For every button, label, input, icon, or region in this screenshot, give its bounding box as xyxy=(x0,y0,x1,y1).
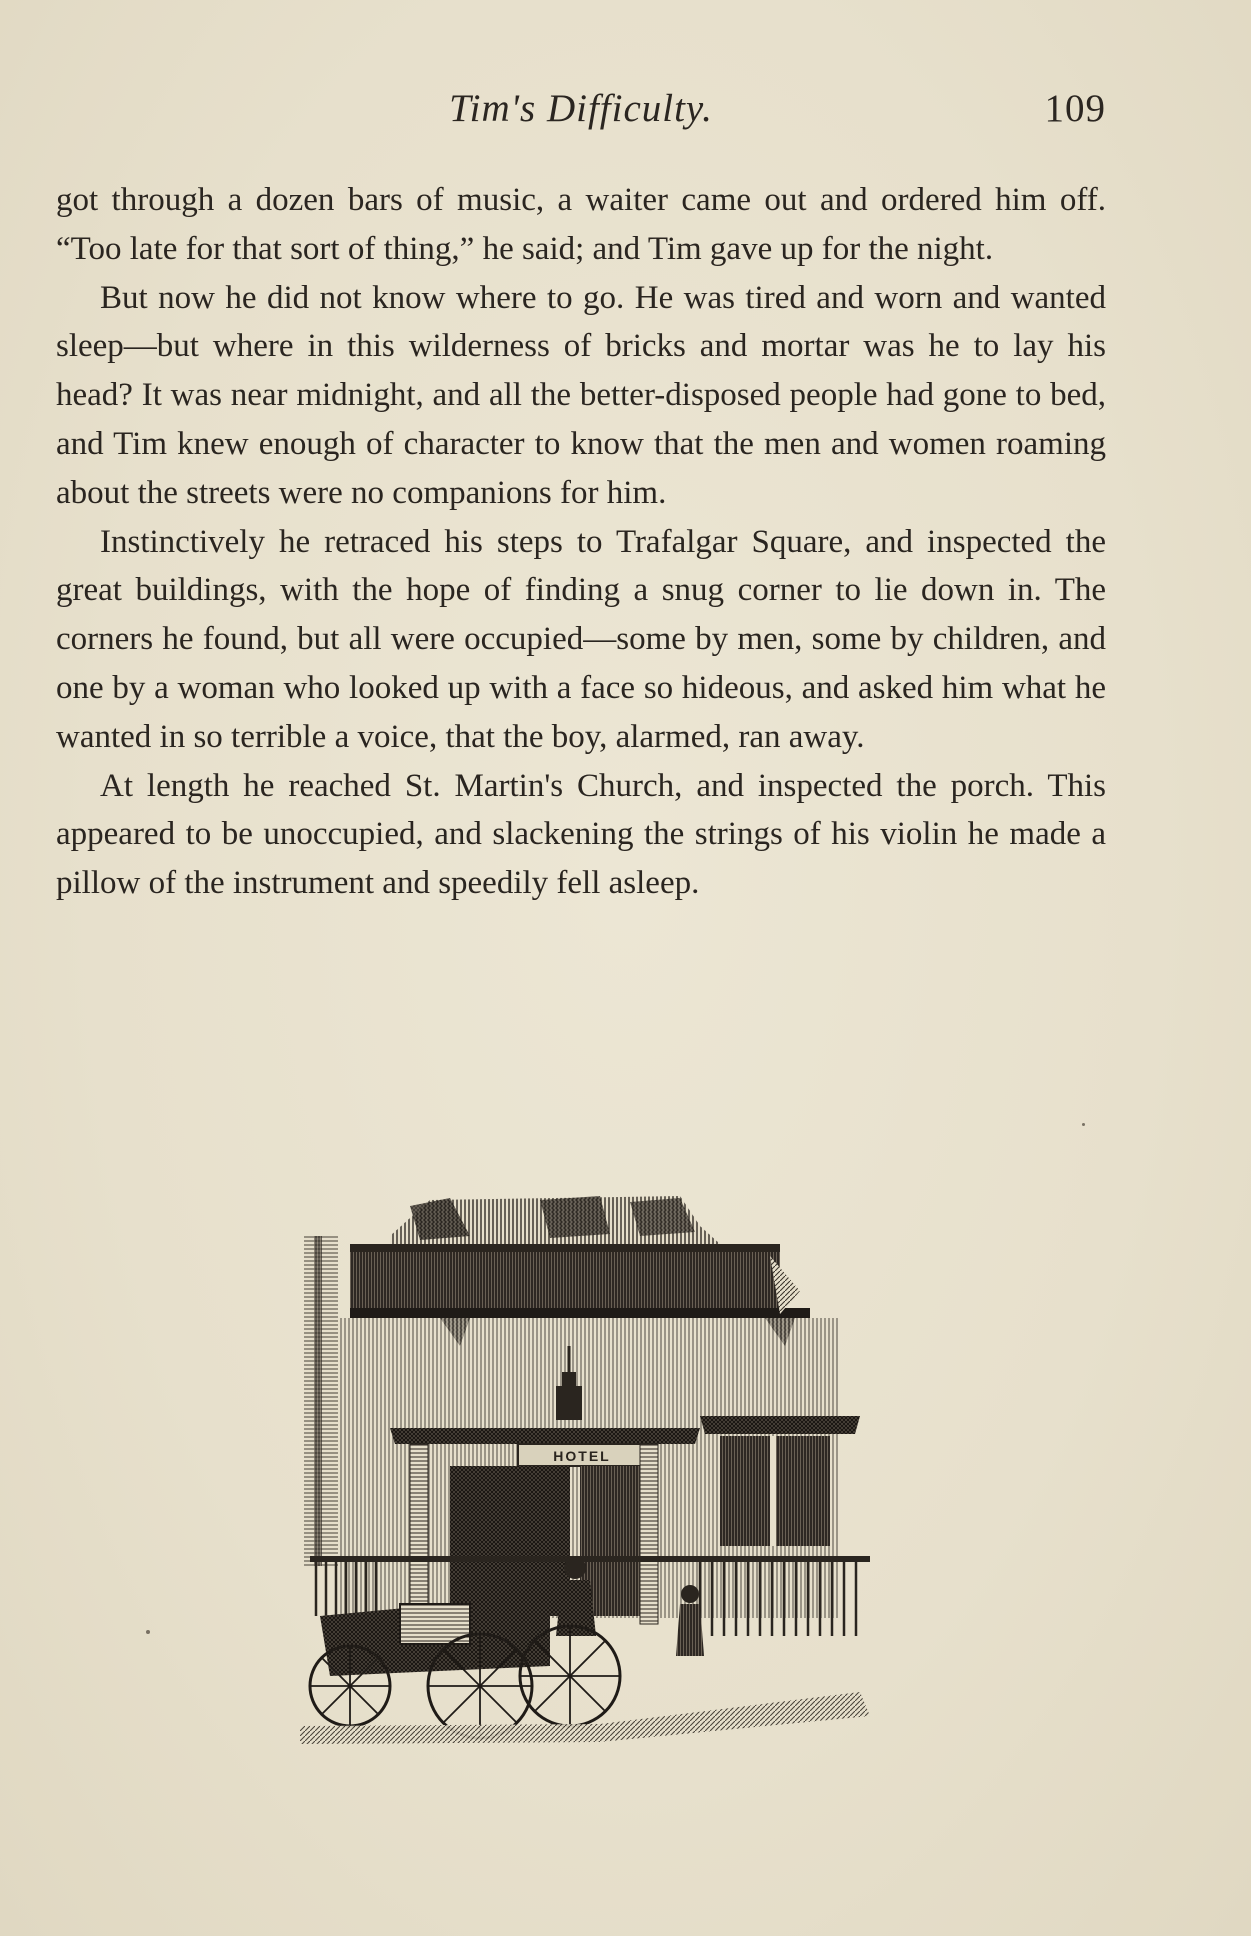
hotel-engraving-illustration xyxy=(300,1196,884,1744)
print-speck xyxy=(146,1630,150,1634)
paragraph: At length he reached St. Martin's Church, and inspected the porch. This appeared to be unoccupied, and slackening the strings of his violin he made a pillow of the instrument and speedily fell asleep. xyxy=(56,767,1106,902)
paragraph: Instinctively he retraced his steps to Trafalgar Square, and inspected the great buildings, with the hope of finding a snug corner to lie down in. The corners he found, but all were occupied—some by men, some by children, and one by a woman who looked up with a face so hideous, and asked him what he wanted in so terrible a voice, that the boy, alarmed, ran away. xyxy=(56,523,1106,755)
running-head xyxy=(56,86,1106,136)
hotel-sign-text: HOTEL xyxy=(553,1448,611,1464)
paragraph: But now he did not know where to go. He was tired and worn and wanted sleep—but where in this wilderness of bricks and mortar was he to lay his head? It was near midnight, and all the better-disposed people had gone to bed, and Tim knew enough of character to know that the men and women roaming about the streets were no companions for him. xyxy=(56,279,1106,511)
body-text xyxy=(56,176,1106,908)
chapter-title: Tim's Difficulty. xyxy=(449,87,713,130)
paragraph-continuation: got through a dozen bars of music, a waiter came out and ordered him off. “Too late for that sort of thing,” he said; and Tim gave up for the night. xyxy=(56,182,1106,267)
page-number: 109 xyxy=(1044,87,1106,130)
print-speck xyxy=(1082,1123,1085,1126)
